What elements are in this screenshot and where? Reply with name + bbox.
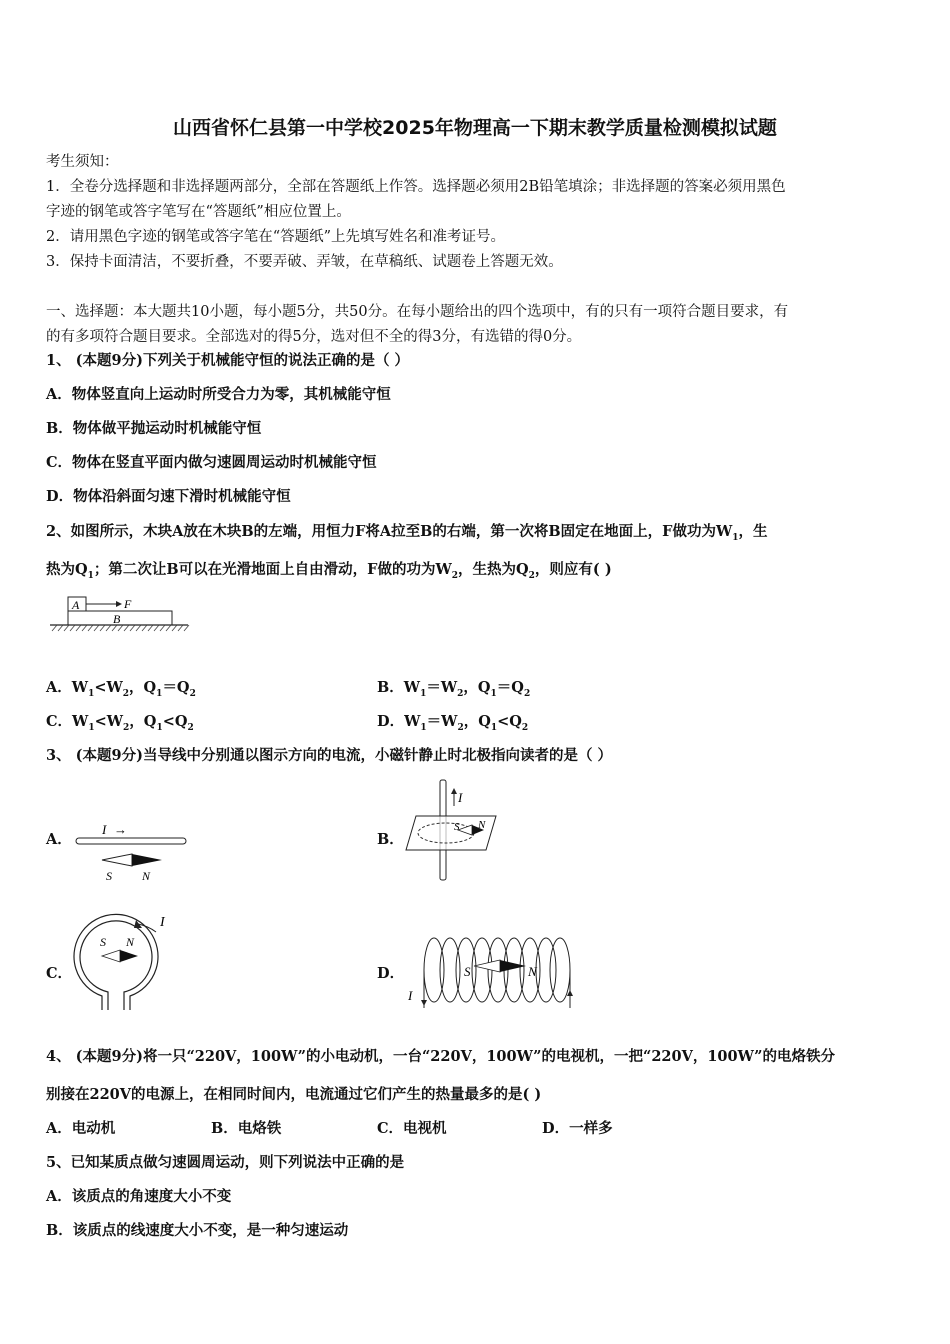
q2-stem-line2: [46, 560, 612, 586]
q3-stem: 3、 (本题9分)当导线中分别通以图示方向的电流，小磁针静止时北极指向读者的是（ ）: [46, 747, 612, 764]
fig-a-needle-n: [132, 854, 162, 866]
q2-d-s4: 2: [521, 722, 529, 733]
block-a-label: A: [72, 598, 80, 612]
q2-c-label: C．: [46, 713, 73, 730]
fig-d-n: N: [528, 964, 537, 979]
q3-label-d: D．: [377, 965, 405, 982]
q2-stem2-sub3: 2: [528, 570, 535, 581]
q3-figure-a: [72, 818, 196, 884]
q5-option-b: B．该质点的线速度大小不变，是一种匀速运动: [46, 1222, 349, 1239]
fig-d-needle-s: [474, 960, 500, 972]
q2-stem2-sub1: 1: [87, 570, 94, 581]
fig-a-current-label: I: [102, 822, 107, 837]
q3-label-a: A．: [46, 831, 72, 848]
q2-stem1-text: 2、如图所示，木块A放在木块B的左端，用恒力F将A拉至B的右端，第一次将B固定在地面上，F做功为W: [46, 523, 733, 540]
q3-figure-d: [402, 926, 582, 1014]
fig-d-current-head-left: [421, 1000, 427, 1006]
q2-b-op2: ＝Q: [496, 679, 524, 696]
q3-figure-b: [402, 776, 498, 884]
q2-a-op1: <W: [94, 679, 123, 696]
notice-item-1: 1．全卷分选择题和非选择题两部分，全部在答题纸上作答。选择题必须用2B铅笔填涂；非选择题的答案必须用黑色: [46, 179, 786, 195]
block-b-label: B: [113, 612, 121, 626]
ground-hatch: [52, 625, 189, 631]
q2-stem1-end: ，生: [738, 523, 768, 540]
fig-c-s: S: [100, 935, 106, 949]
q2-a-op2: ＝Q: [162, 679, 190, 696]
q2-d-op1: ＝W: [426, 713, 458, 730]
fig-a-needle-s: [102, 854, 132, 866]
q1-option-c: C．物体在竖直平面内做匀速圆周运动时机械能守恒: [46, 454, 377, 471]
fig-c-loop-outer: [74, 914, 158, 1010]
notice-heading: 考生须知：: [46, 154, 119, 170]
fig-a-wire: [76, 838, 186, 844]
q3-label-c: C．: [46, 965, 73, 982]
q2-option-d: [377, 712, 528, 738]
q2-c-op1: <W: [94, 713, 124, 730]
q2-b-s4: 2: [523, 688, 531, 699]
force-label: F: [124, 597, 132, 611]
fig-b-current-head: [451, 788, 457, 794]
q2-c-s1: 1: [88, 722, 95, 733]
q2-a-w: W: [71, 679, 89, 696]
q2-stem-line1: [46, 522, 768, 548]
q2-a-s2: 2: [122, 688, 130, 699]
q2-option-c: [46, 712, 194, 738]
q2-a-s3: 1: [156, 688, 163, 699]
q2-c-q: ，Q: [129, 713, 157, 730]
q2-option-a: [46, 678, 196, 704]
q1-option-a: A．物体竖直向上运动时所受合力为零，其机械能守恒: [46, 386, 391, 403]
q3-label-b: B．: [377, 831, 404, 848]
q2-a-s1: 1: [88, 688, 95, 699]
fig-b-s: S: [454, 821, 460, 833]
q2-d-q: ，Q: [463, 713, 491, 730]
q2-d-s2: 2: [457, 722, 464, 733]
q4-stem-line2: 别接在220V的电源上，在相同时间内，电流通过它们产生的热量最多的是( ): [46, 1086, 542, 1103]
q1-stem: 1、 (本题9分)下列关于机械能守恒的说法正确的是（ ）: [46, 352, 409, 369]
q2-b-s3: 1: [490, 688, 497, 699]
q5-option-a: A．该质点的角速度大小不变: [46, 1188, 232, 1205]
fig-a-n: N: [142, 869, 151, 883]
fig-d-needle-n: [500, 960, 526, 972]
force-arrow-head: [116, 601, 122, 607]
q4-option-c: C．电视机: [377, 1120, 447, 1137]
fig-d-s: S: [464, 964, 471, 979]
fig-c-needle-s: [102, 950, 120, 962]
fig-c-current-label: I: [160, 915, 165, 930]
q2-b-s2: 2: [457, 688, 464, 699]
notice-item-2: 2．请用黑色字迹的钢笔或答字笔在“答题纸”上先填写姓名和准考证号。: [46, 229, 506, 245]
q5-stem: 5、已知某质点做匀速圆周运动，则下列说法中正确的是: [46, 1154, 405, 1171]
q2-option-b: [377, 678, 530, 704]
notice-item-3: 3．保持卡面清洁，不要折叠，不要弄破、弄皱，在草稿纸、试题卷上答题无效。: [46, 254, 563, 270]
q4-option-a: A．电动机: [46, 1120, 116, 1137]
q2-b-w: W: [403, 679, 421, 696]
q2-b-label: B．: [377, 679, 404, 696]
q2-b-q: ，Q: [463, 679, 491, 696]
fig-c-loop-inner: [80, 921, 152, 1010]
q2-d-w: W: [404, 713, 421, 730]
q2-c-s4: 2: [187, 722, 194, 733]
notice-item-1-cont: 字迹的钢笔或答字笔写在“答题纸”相应位置上。: [46, 204, 351, 220]
fig-c-needle-n: [120, 950, 138, 962]
q2-d-s3: 1: [490, 722, 498, 733]
fig-d-current-label: I: [408, 988, 413, 1003]
q2-stem2-a: 热为Q: [46, 561, 88, 578]
fig-a-s: S: [106, 869, 112, 883]
q1-option-d: D．物体沿斜面匀速下滑时机械能守恒: [46, 488, 291, 505]
q2-b-s1: 1: [420, 688, 427, 699]
section-1-intro-cont: 的有多项符合题目要求。全部选对的得5分，选对但不全的得3分，有选错的得0分。: [46, 329, 582, 345]
q2-d-s1: 1: [420, 722, 427, 733]
q2-d-op2: <Q: [497, 713, 522, 730]
q2-stem2-sub2: 2: [451, 570, 459, 581]
q2-a-label: A．: [46, 679, 72, 696]
q4-option-b: B．电烙铁: [211, 1120, 282, 1137]
q4-option-d: D．一样多: [542, 1120, 613, 1137]
fig-b-current-label: I: [458, 790, 463, 805]
fig-c-n: N: [126, 935, 135, 949]
q2-d-label: D．: [377, 713, 405, 730]
q2-a-q: ，Q: [129, 679, 157, 696]
q2-stem2-c: ，生热为Q: [458, 561, 529, 578]
q2-stem2-d: ，则应有( ): [534, 561, 612, 578]
section-1-intro: 一、选择题：本大题共10小题，每小题5分，共50分。在每小题给出的四个选项中，有的只有一项符合题目要求，有: [46, 304, 789, 320]
fig-b-n: N: [478, 819, 486, 831]
q2-stem1-sub: 1: [732, 532, 739, 543]
q1-option-b: B．物体做平抛运动时机械能守恒: [46, 420, 262, 437]
q2-stem2-b: ；第二次让B可以在光滑地面上自由滑动，F做的功为W: [93, 561, 452, 578]
q4-stem-line1: 4、 (本题9分)将一只“220V，100W”的小电动机，一台“220V，100W”的电视机，一把“220V，100W”的电烙铁分: [46, 1048, 836, 1065]
q2-c-s2: 2: [123, 722, 130, 733]
page-title: 山西省怀仁县第一中学校2025年物理高一下期末教学质量检测模拟试题: [173, 117, 777, 139]
q2-c-w: W: [72, 713, 89, 730]
q2-a-s4: 2: [189, 688, 196, 699]
q2-b-op1: ＝W: [426, 679, 458, 696]
q2-c-s3: 1: [156, 722, 163, 733]
q2-figure: [46, 592, 196, 636]
fig-a-current-arrow: →: [114, 822, 127, 837]
q3-figure-c: [72, 906, 182, 1018]
q2-c-op2: <Q: [162, 713, 188, 730]
